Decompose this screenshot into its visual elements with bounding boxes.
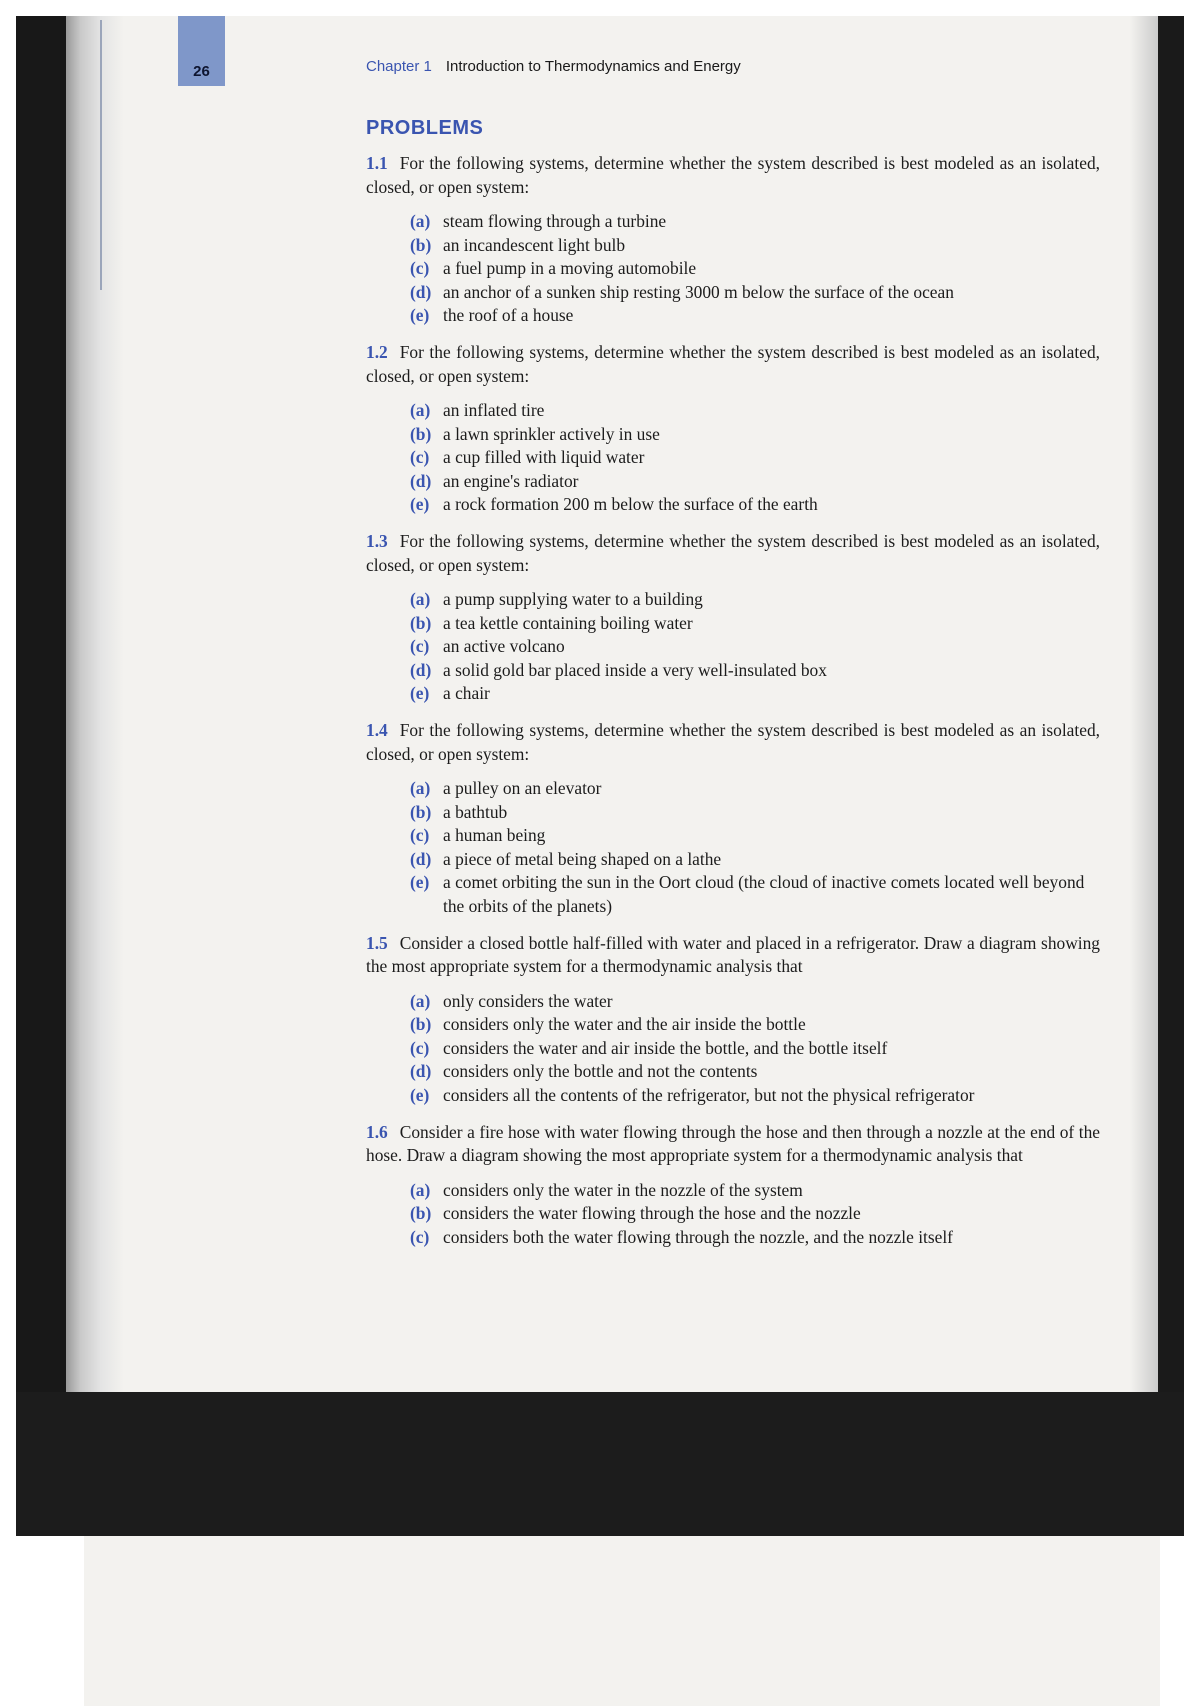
problem: [366, 341, 1100, 517]
problem-part: [410, 588, 1100, 612]
problem-part: [410, 1179, 1100, 1203]
problem-part: [410, 801, 1100, 825]
problem-text: For the following systems, determine whether the system described is best modeled as an isolated, closed, or open system:: [366, 342, 1100, 386]
problem-text: Consider a closed bottle half-filled with water and placed in a refrigerator. Draw a diagram showing the most appropriate system for a thermodynamic analysis that: [366, 932, 1100, 976]
section-title: PROBLEMS: [366, 117, 484, 139]
problem-part: [410, 990, 1100, 1014]
part-text: considers both the water flowing through the nozzle, and the nozzle itself: [443, 1226, 953, 1247]
part-label: (b): [410, 801, 432, 822]
problem-number: 1.4: [366, 720, 388, 740]
part-label: (e): [410, 305, 430, 325]
part-text: considers the water and air inside the bottle, and the bottle itself: [443, 1037, 888, 1058]
problem-part: [410, 281, 1100, 305]
problem-parts: [366, 777, 1100, 918]
problem-part: [410, 234, 1100, 258]
part-text: the roof of a house: [443, 305, 574, 325]
part-label: (b): [410, 423, 432, 444]
part-text: a human being: [443, 825, 546, 845]
part-text: a fuel pump in a moving automobile: [443, 258, 697, 278]
part-label: (c): [410, 258, 430, 278]
bottom-scan-border: [16, 1392, 1184, 1536]
part-label: (e): [410, 872, 430, 892]
part-text: an anchor of a sunken ship resting 3000 m below the surface of the ocean: [443, 281, 954, 302]
problem-stem: [366, 530, 1100, 577]
problem-text: For the following systems, determine whether the system described is best modeled as an isolated, closed, or open system:: [366, 153, 1100, 197]
part-label: (b): [410, 1203, 432, 1223]
problem-number: 1.3: [366, 531, 388, 551]
problem-part: [410, 612, 1100, 636]
problem: [366, 530, 1100, 706]
part-label: (c): [410, 636, 430, 656]
problem-text: Consider a fire hose with water flowing through the hose and then through a nozzle at the end of the hose. Draw a diagram showing the most appropriate system for a thermodynamic analysis that: [366, 1121, 1100, 1165]
problem-part: [410, 446, 1100, 470]
part-text: a bathtub: [443, 801, 508, 822]
problem-part: [410, 470, 1100, 494]
problem-part: [410, 210, 1100, 234]
part-text: considers the water flowing through the hose and the nozzle: [443, 1203, 861, 1223]
problem-part: [410, 1226, 1100, 1250]
part-text: a pulley on an elevator: [443, 778, 602, 798]
part-text: a tea kettle containing boiling water: [443, 612, 693, 633]
problem-text: For the following systems, determine whether the system described is best modeled as an isolated, closed, or open system:: [366, 720, 1100, 764]
problem-part: [410, 824, 1100, 848]
problem-part: [410, 1013, 1100, 1037]
problem-part: [410, 493, 1100, 517]
part-label: (a): [410, 990, 431, 1011]
problem-part: [410, 1060, 1100, 1084]
problem-part: [410, 399, 1100, 423]
problem: [366, 152, 1100, 328]
problem-part: [410, 635, 1100, 659]
right-edge-shadow: [1130, 16, 1160, 1396]
part-label: (c): [410, 825, 430, 845]
part-label: (c): [410, 447, 430, 467]
problem-part: [410, 1037, 1100, 1061]
problem-stem: [366, 341, 1100, 388]
part-text: a rock formation 200 m below the surface of the earth: [443, 494, 818, 514]
page-number-tab: [178, 16, 225, 86]
problem-part: [410, 871, 1100, 918]
problem-parts: [366, 990, 1100, 1108]
problem-parts: [366, 399, 1100, 517]
part-text: considers only the bottle and not the contents: [443, 1061, 758, 1081]
part-text: considers only the water in the nozzle of the system: [443, 1179, 803, 1200]
problem-part: [410, 423, 1100, 447]
problem-stem: [366, 152, 1100, 199]
problem-stem: [366, 719, 1100, 766]
part-text: a solid gold bar placed inside a very well-insulated box: [443, 659, 827, 680]
problem-number: 1.1: [366, 153, 388, 173]
problem-parts: [366, 1179, 1100, 1250]
part-text: a piece of metal being shaped on a lathe: [443, 848, 722, 869]
problem-stem: [366, 1121, 1100, 1168]
part-label: (d): [410, 470, 432, 491]
part-text: a cup filled with liquid water: [443, 447, 645, 467]
problem-part: [410, 257, 1100, 281]
problem-part: [410, 304, 1100, 328]
part-label: (c): [410, 1226, 430, 1247]
page-gutter-shadow: [66, 16, 124, 1396]
part-label: (e): [410, 683, 430, 703]
part-label: (d): [410, 281, 432, 302]
part-label: (e): [410, 494, 430, 514]
part-label: (d): [410, 848, 432, 869]
problem-text: For the following systems, determine whether the system described is best modeled as an isolated, closed, or open system:: [366, 531, 1100, 575]
part-label: (b): [410, 1014, 432, 1034]
part-label: (a): [410, 1179, 431, 1200]
part-text: a chair: [443, 683, 490, 703]
problem: [366, 1121, 1100, 1250]
part-label: (d): [410, 1061, 432, 1081]
page-number: 26: [193, 63, 210, 80]
gutter-line: [100, 20, 102, 290]
part-label: (b): [410, 234, 432, 255]
part-text: a comet orbiting the sun in the Oort cloud (the cloud of inactive comets located well beyond the orbits of the planets): [443, 872, 1085, 916]
part-text: an engine's radiator: [443, 470, 579, 491]
part-text: considers all the contents of the refrigerator, but not the physical refrigerator: [443, 1084, 975, 1105]
part-text: steam flowing through a turbine: [443, 211, 667, 231]
part-text: an incandescent light bulb: [443, 234, 626, 255]
problem: [366, 932, 1100, 1108]
part-label: (a): [410, 589, 431, 609]
part-text: only considers the water: [443, 990, 613, 1011]
part-text: an inflated tire: [443, 400, 545, 420]
problem-parts: [366, 210, 1100, 328]
part-label: (d): [410, 659, 432, 680]
problem-part: [410, 777, 1100, 801]
problem-stem: [366, 932, 1100, 979]
part-label: (a): [410, 400, 431, 420]
part-text: a pump supplying water to a building: [443, 589, 703, 609]
part-text: considers only the water and the air inside the bottle: [443, 1014, 806, 1034]
problem-part: [410, 848, 1100, 872]
part-label: (b): [410, 612, 432, 633]
part-text: an active volcano: [443, 636, 565, 656]
part-label: (a): [410, 211, 431, 231]
running-head: [366, 58, 741, 75]
part-label: (a): [410, 778, 431, 798]
part-label: (e): [410, 1084, 430, 1105]
chapter-title: Introduction to Thermodynamics and Energy: [445, 58, 741, 75]
problem-part: [410, 659, 1100, 683]
problem-part: [410, 682, 1100, 706]
part-text: a lawn sprinkler actively in use: [443, 423, 660, 444]
chapter-label: Chapter 1: [366, 58, 432, 75]
problem-number: 1.2: [366, 342, 388, 362]
problem-parts: [366, 588, 1100, 706]
right-scan-border: [1158, 16, 1184, 1536]
problem-part: [410, 1084, 1100, 1108]
problem-list: [366, 152, 1100, 1263]
problem-number: 1.5: [366, 932, 388, 953]
problem-number: 1.6: [366, 1121, 388, 1142]
problem-part: [410, 1202, 1100, 1226]
problem: [366, 719, 1100, 918]
part-label: (c): [410, 1037, 430, 1058]
